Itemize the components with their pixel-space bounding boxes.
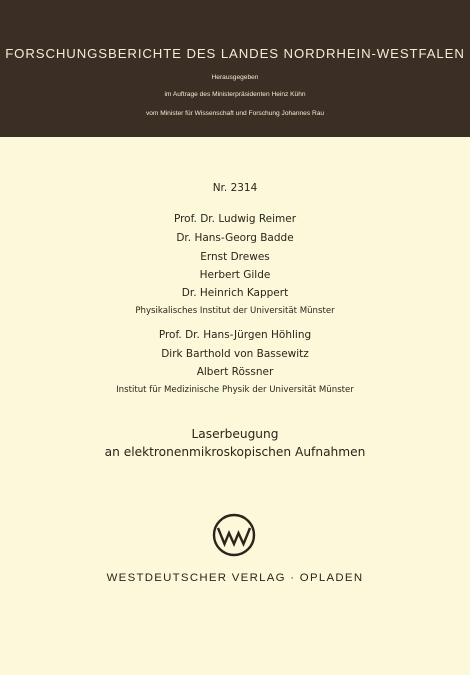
series-header (0, 0, 470, 137)
header-minister-line: vom Minister für Wissenschaft und Forschung Johannes Rau (145, 110, 325, 117)
author-name: Herbert Gilde (199, 269, 271, 281)
author-name: Dr. Hans-Georg Badde (176, 232, 294, 244)
author-name: Prof. Dr. Hans-Jürgen Höhling (158, 329, 312, 341)
header-commission-line: im Auftrage des Ministerpräsidenten Heinz Kühn (164, 91, 306, 98)
institute-name: Physikalisches Institut der Universität Münster (135, 306, 335, 316)
author-name: Albert Rössner (196, 366, 274, 378)
series-title: FORSCHUNGSBERICHTE DES LANDES NORDRHEIN-WESTFALEN (5, 46, 465, 61)
author-name: Prof. Dr. Ludwig Reimer (173, 213, 297, 225)
report-title-line-2: an elektronenmikroskopischen Aufnahmen (104, 445, 366, 459)
publisher-name: WESTDEUTSCHER VERLAG · OPLADEN (106, 572, 364, 584)
author-name: Dirk Barthold von Bassewitz (161, 348, 309, 360)
report-title-line-1: Laserbeugung (191, 427, 279, 441)
header-editor-line: Herausgegeben (211, 74, 259, 81)
author-name: Ernst Drewes (200, 251, 270, 263)
author-name: Dr. Heinrich Kappert (181, 287, 289, 299)
cover-content (0, 137, 470, 675)
institute-name: Institut für Medizinische Physik der Universität Münster (116, 385, 354, 395)
publisher-logo-icon (212, 513, 256, 557)
report-number: Nr. 2314 (212, 182, 258, 194)
